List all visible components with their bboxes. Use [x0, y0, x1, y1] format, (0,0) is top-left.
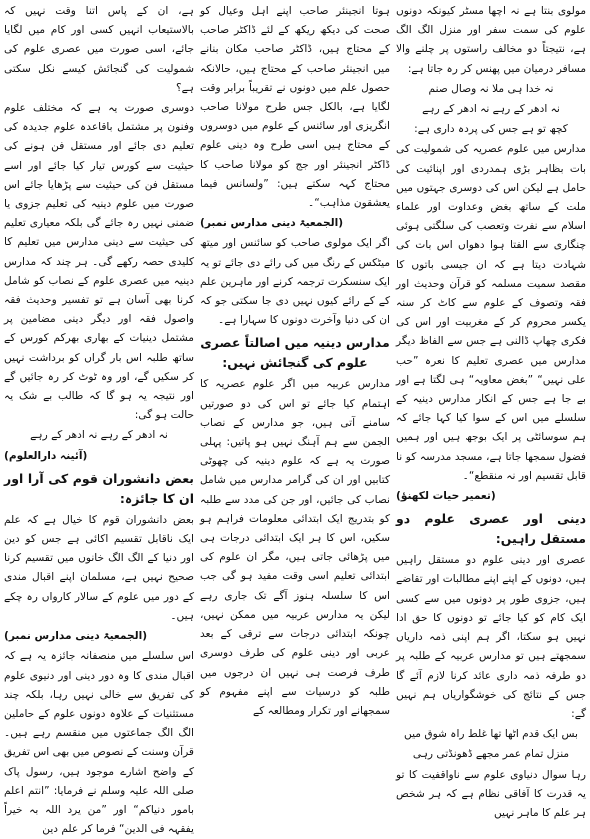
body-paragraph: رہا سوال دنیاوی علوم سے ناواقفیت کا تو یہ قدرت کا آفاقی نظام ہے کہ ہر شخص ہر علم کا ماہر نہیں: [396, 768, 586, 819]
verse-line: نہ خدا ہی ملا نہ وصال صنم: [428, 82, 554, 95]
column-middle: [200, 2, 390, 777]
source-reference: (آئینہ دارالعلوم): [4, 449, 88, 462]
newspaper-page: [4, 2, 586, 836]
body-paragraph: اگر ایک مولوی صاحب کو سائنس اور میتھ میٹکس کے رنگ میں کی رائے دی جائے تو یہ ایک سنسکرت ترجمہ کرنے اور ماہرین علم کے کے رائے کیوں نہیں دی جا سکتی جو کہ ان کی دنیا وآخرت دونوں کا سہارا ہے۔: [200, 237, 390, 327]
source-reference: (الجمعیۃ دینی مدارس نمبر): [4, 630, 148, 643]
verse-line: نہ ادھر کے رہے نہ ادھر کے رہے: [422, 103, 560, 116]
section-heading: بعض دانشوران قوم کی آرا اور ان کا جائزہ:: [4, 470, 194, 506]
body-paragraph: دوسری صورت یہ ہے کہ مختلف علوم وفنون پر مشتمل باقاعدہ علوم جدیدہ کی تعلیم دی جائے اور مستقل فن ہونے کی حیثیت سے کورس تیار کیا جائے اور اسے مستقل فن کی حیثیت سے پڑھایا جائے اس صورت میں علوم دینیہ کی تعلیم جزوی یا ضمنی نہیں رہ جائے گی بلکہ معیاری تعلیم کی حیثیت سے دینی مدارس میں تعلیم کا کلیدی حصہ رکھے گی۔ ہر چند کہ مدارس دینیہ میں عصری علوم کے نصاب کو شامل کرنا بھی آسان ہے تو تفسیر وحدیث فقہ واصول فقہ اور دیگر دینی مضامین پر مشتمل دینیات کے بھاری بھرکم کورس کے ساتھ طلبہ اس بار گراں کو برداشت نہیں کر سکیں گے، اور وہ ٹوٹ کر رہ جائیں گے اور نتیجہ یہ ہو گا کہ طالب بے شک یہ حالت ہو گی:: [4, 102, 194, 422]
source-reference: (تعمیر حیات لکھنؤ): [396, 490, 496, 503]
body-paragraph: عصری اور دینی علوم دو مستقل راہیں ہیں، دونوں کے اپنے اپنے مطالبات اور تقاضے ہیں، جزوی طور پر دونوں میں سے کسی ایک کام کو کیا جائے تو دونوں کا حق ادا نہیں ہو سکتا، اگر ہم اپنی ذمہ داریاں سمجھتے ہیں تو مدارس عربیہ کے طلبہ پر دو طرفہ ذمہ داری عائد کرنا لازم آئے گا جس کے نتائج کی خوشگواریاں ہم نہیں گے:: [396, 554, 586, 720]
section-heading: مدارس دینیہ میں اصالتاً عصری علوم کی گنجائش نہیں:: [200, 335, 390, 371]
body-paragraph: بعض دانشوران قوم کا خیال ہے کہ علم ایک ناقابل تقسیم اکائی ہے جس کو دین اور دنیا کے الگ الگ خانوں میں تقسیم کرنا صحیح نہیں ہے، مسلمان اپنے اقبال مندی کے دور میں علوم کے سالار کارواں رہ چکے ہیں۔: [4, 513, 194, 622]
body-paragraph: ہے، ان کے پاس اتنا وقت نہیں کہ بالاستیعاب انہیں کسی اور کام میں لگایا جائے، اسی صورت میں عصری علوم کی شمولیت کی گنجائش کیسے نکل سکتی ہے؟: [4, 5, 194, 94]
column-right: [396, 2, 586, 819]
source-reference: (الجمعیۃ دینی مدارس نمبر): [200, 217, 344, 230]
body-paragraph: مدارس عربیہ میں اگر علوم عصریہ کا اہتمام کیا جائے تو اس کی دو صورتیں سامنے آتی ہیں، جو مدارس کے نصاب الجمن سے ہم آہنگ نہیں ہو پاتیں: پہلی صورت یہ ہے کہ علوم دینیہ کی چھوٹی کتابیں اور ان کی گرامر مدارس میں شامل نصاب کی جائیں، اور جن کی مدد سے طلبہ کو بتدریج ایک ابتدائی معلومات فراہم ہو سکیں، اس کا ہر ایک ابتدائی درجات ہی میں پڑھائی جاتی ہیں، مگر ان علوم کی ابتدائی تعلیم اسی وقت مفید ہو گی جب اس کا سلسلہ ہنوز آگے تک جاری رہے لیکن یہ مدارس عربیہ میں ممکن نہیں، چونکہ ابتدائی درجات سے ترقی کے بعد عربی اور دینی علوم کی طرف دوسری طرف فرصت ہی نہیں ان درجوں میں طلبہ کو درسیات سے اپنے مفہوم کو سمجھانے اور تکرار ومطالعہ کے: [200, 378, 390, 717]
verse-line: نہ ادھر کے رہے نہ ادھر کے رہے: [30, 429, 168, 442]
body-paragraph: مدارس میں علوم عصریہ کی شمولیت کی بات بظاہر بڑی ہمدردی اور اپنائیت کی حامل ہے لیکن اس کی دوسری جہتوں میں ملت کے ساتھ بغض وعداوت اور علماء اسلام سے نفرت وتعصب کی سلگتی ہوئی چنگاری سے الفتا ہوا دھواں اس بات کی شہادت دیتا ہے کہ ان جیسی باتوں کا مقصد سمیت مسلمہ کو قرآن وحدیث اور فقہ وتصوف کے علوم سے کاٹ کر سنہ یکسر محروم کر کے مغربیت اور اس کی فکری چھاپ ڈالنی ہے جس سے الفاظ دیگر مدارس میں عصری تعلیم کا نعرہ ”حب علی نہیں“ ”بغض معاویہ“ ہی لگتا ہے اور بے جا ہے جس کے انکار مدارس دینیہ کے سلسلے میں اس کے سوا کیا کہا جائے کہ ہم سوسائٹی پر ایک بوجھ ہیں اور ہمیں فضول سمجھا جاتا ہے، مسجد مدرسہ کو نا قابل تقسیم اور نہ منقطع“۔: [396, 143, 586, 482]
body-paragraph: ہوتا انجینئر صاحب اپنے اہل وعیال کو صحت کی دیکھ ریکھ کے لئے ڈاکٹر صاحب کے محتاج ہیں، ڈاکٹر صاحب مکان بنانے میں انجینئر صاحب کے محتاج ہیں، حالانکہ حصول علم میں دونوں نے تقریباً برابر وقت لگایا ہے، بالکل جس طرح مولانا صاحب انگریزی اور سائنس کے علوم میں دوسروں کے محتاج ہیں اسی طرح وہ دینی علوم ڈاکٹر انجینئر اور جج کو مولانا صاحب کا محتاج کہہ سکتے ہیں: ”ولسانس فیما یعشقون مذاہب“۔: [200, 5, 390, 210]
verse-line: کچھ تو ہے جس کی پردہ داری ہے:: [414, 123, 568, 136]
body-paragraph: اس سلسلے میں منصفانہ جائزہ یہ ہے کہ اقبال مندی کا وہ دور دینی اور دنیوی علوم کی تفریق سے خالی نہیں رہا، بلکہ چند مستثنیات کے علاوہ دونوں علوم کے حاملین الگ الگ جماعتوں میں منقسم رہے ہیں۔ قرآن وسنت کے نصوص میں بھی اس تفریق کے واضح اشارے موجود ہیں، رسول پاک صلی اللہ علیہ وسلم نے فرمایا: ”انتم اعلم بامور دنیاکم“ اور ”من یرد اللہ بہ خیراً یفقہہ فی الدین“ فرما کر علم دین: [4, 650, 194, 836]
section-heading: دینی اور عصری علوم دو مستقل راہیں:: [396, 511, 586, 547]
body-paragraph: مولوی بنتا ہے نہ اچھا مسٹر کیونکہ دونوں علوم کی سمت سفر اور منزل الگ الگ ہے، نتیجتاً دو مخالف راستوں پر چلنے والا مسافر درمیان میں پھنس کر رہ جاتا ہے:: [396, 5, 586, 75]
column-left: [4, 2, 194, 836]
verse-line: منزل تمام عمر مجھے ڈھونڈتی رہی: [412, 748, 570, 761]
verse-line: بس ایک قدم اٹھا تھا غلط راہ شوق میں: [404, 728, 578, 741]
